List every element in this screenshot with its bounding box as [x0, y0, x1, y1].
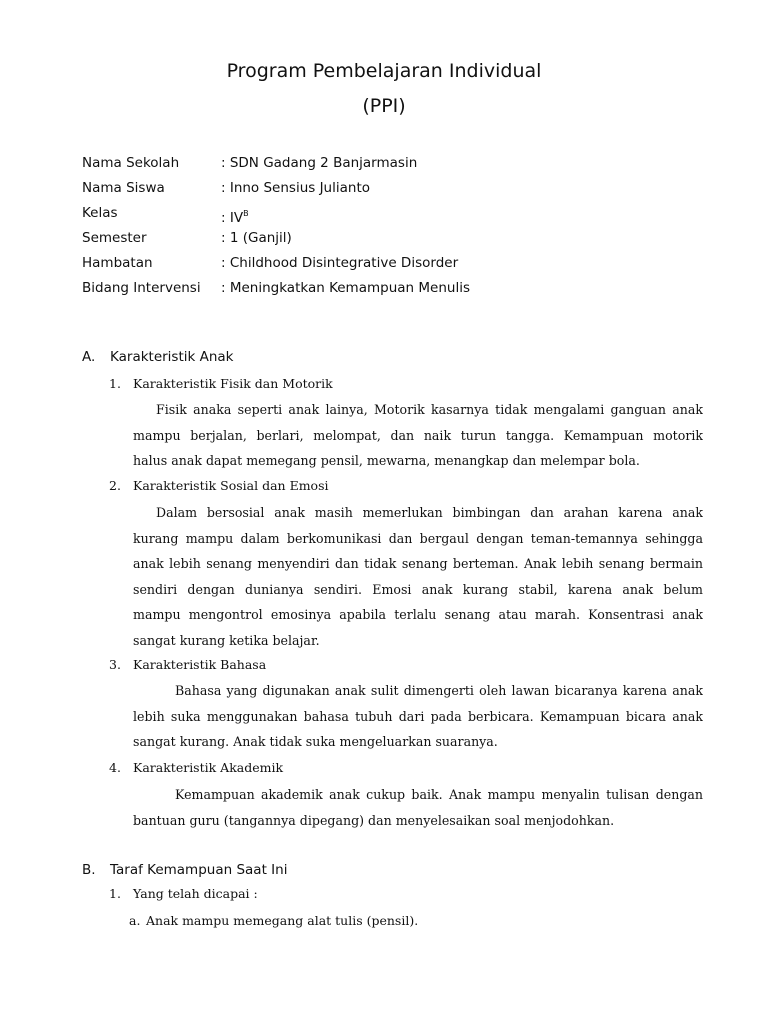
- info-label: Hambatan: [82, 255, 153, 271]
- paragraph-line: Fisik anaka seperti anak lainya, Motorik kasarnya tidak mengalami ganguan anak: [156, 402, 703, 417]
- paragraph-line: mampu berjalan, berlari, melompat, dan naik turun tangga. Kemampuan motorik: [133, 427, 703, 443]
- list-item-text: Anak mampu memegang alat tulis (pensil).: [146, 913, 419, 928]
- info-label: Kelas: [82, 205, 118, 221]
- info-value: : 1 (Ganjil): [221, 230, 292, 246]
- section-title: Taraf Kemampuan Saat Ini: [110, 862, 288, 878]
- subsection-heading-achieved: [109, 886, 258, 901]
- list-item-marker: a.: [129, 913, 141, 928]
- info-label: Nama Siswa: [82, 180, 165, 196]
- class-superscript: B: [243, 209, 249, 218]
- document-subtitle: (PPI): [362, 95, 406, 117]
- info-label: Bidang Intervensi: [82, 280, 201, 296]
- paragraph-line: bantuan guru (tangannya dipegang) dan menyelesaikan soal menjodohkan.: [133, 812, 615, 828]
- subsection-title: Yang telah dicapai :: [133, 886, 258, 901]
- subsection-heading-physical: [109, 376, 333, 391]
- paragraph-line: kurang mampu dalam berkomunikasi dan bergaul dengan teman-temannya sehingga: [133, 530, 703, 546]
- subsection-heading-language: [109, 657, 266, 672]
- paragraph-line: mampu mengontrol emosinya apabila terlalu senang atau marah. Konsentrasi anak: [133, 607, 703, 623]
- subsection-marker: 4.: [109, 760, 121, 775]
- paragraph-social: [133, 500, 703, 654]
- paragraph-line: halus anak dapat memegang pensil, mewarna, menangkap dan melempar bola.: [133, 453, 640, 469]
- paragraph-physical: [133, 397, 703, 474]
- paragraph-line: sendiri dengan dunianya sendiri. Emosi anak kurang stabil, karena anak belum: [133, 581, 703, 597]
- list-item: [129, 913, 418, 928]
- section-marker: A.: [82, 349, 96, 365]
- subsection-heading-social: [109, 478, 329, 493]
- document-title: Program Pembelajaran Individual: [226, 60, 542, 82]
- info-value: : Childhood Disintegrative Disorder: [221, 255, 459, 271]
- subsection-marker: 2.: [109, 478, 121, 493]
- paragraph-line: sangat kurang. Anak tidak suka mengeluarkan suaranya.: [133, 734, 498, 750]
- paragraph-language: [133, 678, 703, 755]
- section-marker: B.: [82, 862, 96, 878]
- subsection-title: Karakteristik Bahasa: [133, 657, 267, 672]
- paragraph-academic: [133, 782, 703, 833]
- paragraph-line: lebih suka menggunakan bahasa tubuh dari pada berbicara. Kemampuan bicara anak: [133, 708, 703, 724]
- section-title: Karakteristik Anak: [110, 349, 234, 365]
- info-value: : SDN Gadang 2 Banjarmasin: [221, 155, 418, 171]
- subsection-heading-academic: [109, 760, 283, 775]
- paragraph-line: Dalam bersosial anak masih memerlukan bimbingan dan arahan karena anak: [156, 505, 703, 520]
- info-label: Semester: [82, 230, 147, 246]
- subsection-marker: 3.: [109, 657, 121, 672]
- section-a-heading: [82, 349, 234, 365]
- subsection-title: Karakteristik Fisik dan Motorik: [133, 376, 333, 391]
- info-value: : Meningkatkan Kemampuan Menulis: [221, 280, 470, 296]
- info-value: : Inno Sensius Julianto: [221, 180, 371, 196]
- class-value: : IV: [221, 210, 244, 226]
- info-label: Nama Sekolah: [82, 155, 180, 171]
- subsection-title: Karakteristik Akademik: [133, 760, 284, 775]
- subsection-title: Karakteristik Sosial dan Emosi: [133, 478, 329, 493]
- paragraph-line: anak lebih senang menyendiri dan tidak senang berteman. Anak lebih senang bermain: [133, 556, 703, 572]
- subsection-marker: 1.: [109, 886, 121, 901]
- paragraph-line: Kemampuan akademik anak cukup baik. Anak mampu menyalin tulisan dengan: [175, 787, 703, 802]
- subsection-marker: 1.: [109, 376, 121, 391]
- paragraph-line: sangat kurang ketika belajar.: [133, 632, 320, 648]
- paragraph-line: Bahasa yang digunakan anak sulit dimengerti oleh lawan bicaranya karena anak: [175, 683, 703, 698]
- section-b-heading: [82, 862, 287, 878]
